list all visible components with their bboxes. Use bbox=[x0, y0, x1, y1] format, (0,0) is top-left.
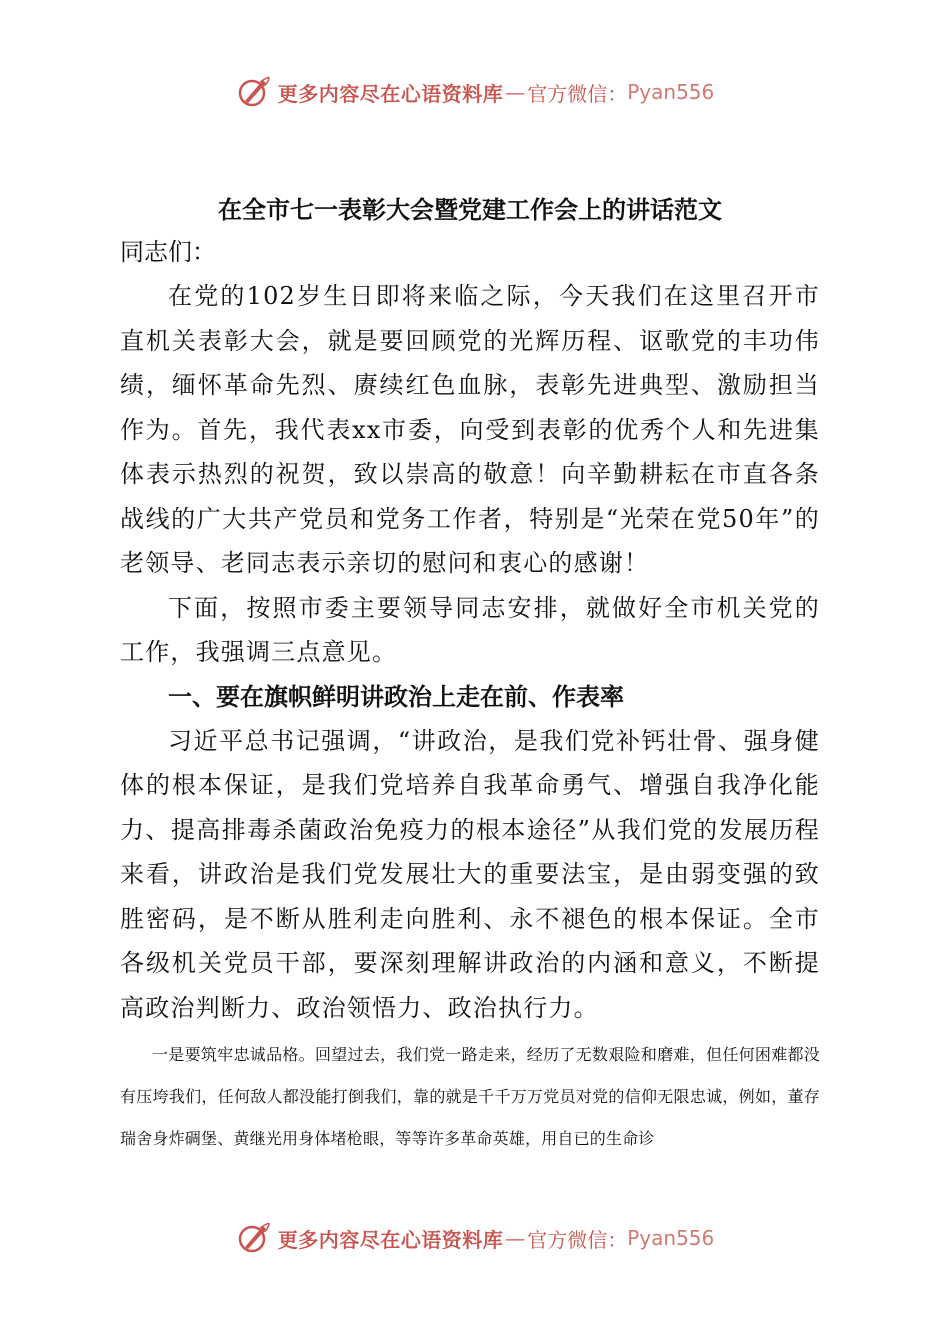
paragraph-section-1: 习近平总书记强调，“讲政治，是我们党补钙壮骨、强身健体的根本保证，是我们党培养自我革命勇气、增强自我净化能力、提高排毒杀菌政治免疫力的根本途径”从我们党的发展历程来看，讲政治是我们党发展壮大的重要法宝，是由弱变强的致胜密码，是不断从胜利走向胜利、永不褪色的根本保证。全市各级机关党员干部，要深刻理解讲政治的内涵和意义，不断提高政治判断力、政治领悟力、政治执行力。 bbox=[120, 726, 820, 1022]
paragraph-outline: 下面，按照市委主要领导同志安排，就做好全市机关党的工作，我强调三点意见。 bbox=[120, 593, 820, 666]
document-title: 在全市七一表彰大会暨党建工作会上的讲话范文 bbox=[218, 196, 722, 224]
watermark-wechat-id: Pyan556 bbox=[627, 80, 715, 104]
watermark-wechat-id: Pyan556 bbox=[627, 1226, 715, 1250]
watermark-text: 更多内容尽在心语资料库 bbox=[277, 81, 504, 106]
document-body bbox=[120, 190, 820, 1160]
section-heading-1: 一、要在旗帜鲜明讲政治上走在前、作表率 bbox=[168, 682, 624, 711]
paragraph-intro: 在党的102岁生日即将来临之际，今天我们在这里召开市直机关表彰大会，就是要回顾党的光辉历程、讴歌党的丰功伟绩，缅怀革命先烈、赓续红色血脉，表彰先进典型、激励担当作为。首先，我代表xx市委，向受到表彰的优秀个人和先进集体表示热烈的祝贺，致以崇高的敬意！向辛勤耕耘在市直各条战线的广大共产党员和党务工作者，特别是“光荣在党50年”的老领导、老同志表示亲切的慰问和衷心的感谢！ bbox=[120, 282, 820, 577]
watermark-separator: — bbox=[505, 80, 526, 104]
watermark-banner-bottom bbox=[0, 1216, 950, 1260]
watermark-wechat-label: 官方微信： bbox=[527, 81, 628, 106]
watermark-text: 更多内容尽在心语资料库 bbox=[277, 1227, 504, 1252]
watermark-wechat-label: 官方微信： bbox=[527, 1227, 628, 1252]
quill-logo-icon bbox=[236, 1220, 272, 1256]
quill-logo-icon bbox=[236, 74, 272, 110]
greeting: 同志们： bbox=[120, 238, 216, 266]
paragraph-loyalty: 一是要筑牢忠诚品格。回望过去，我们党一路走来，经历了无数艰险和磨难，但任何困难都没有压垮我们，任何敌人都没能打倒我们，靠的就是千千万万党员对党的信仰无限忠诚，例如，董存瑞舍身炸碉堡、黄继光用身体堵枪眼，等等许多革命英雄，用自已的生命诊 bbox=[120, 1045, 820, 1148]
watermark-separator: — bbox=[505, 1226, 526, 1250]
watermark-banner-top bbox=[0, 70, 950, 114]
